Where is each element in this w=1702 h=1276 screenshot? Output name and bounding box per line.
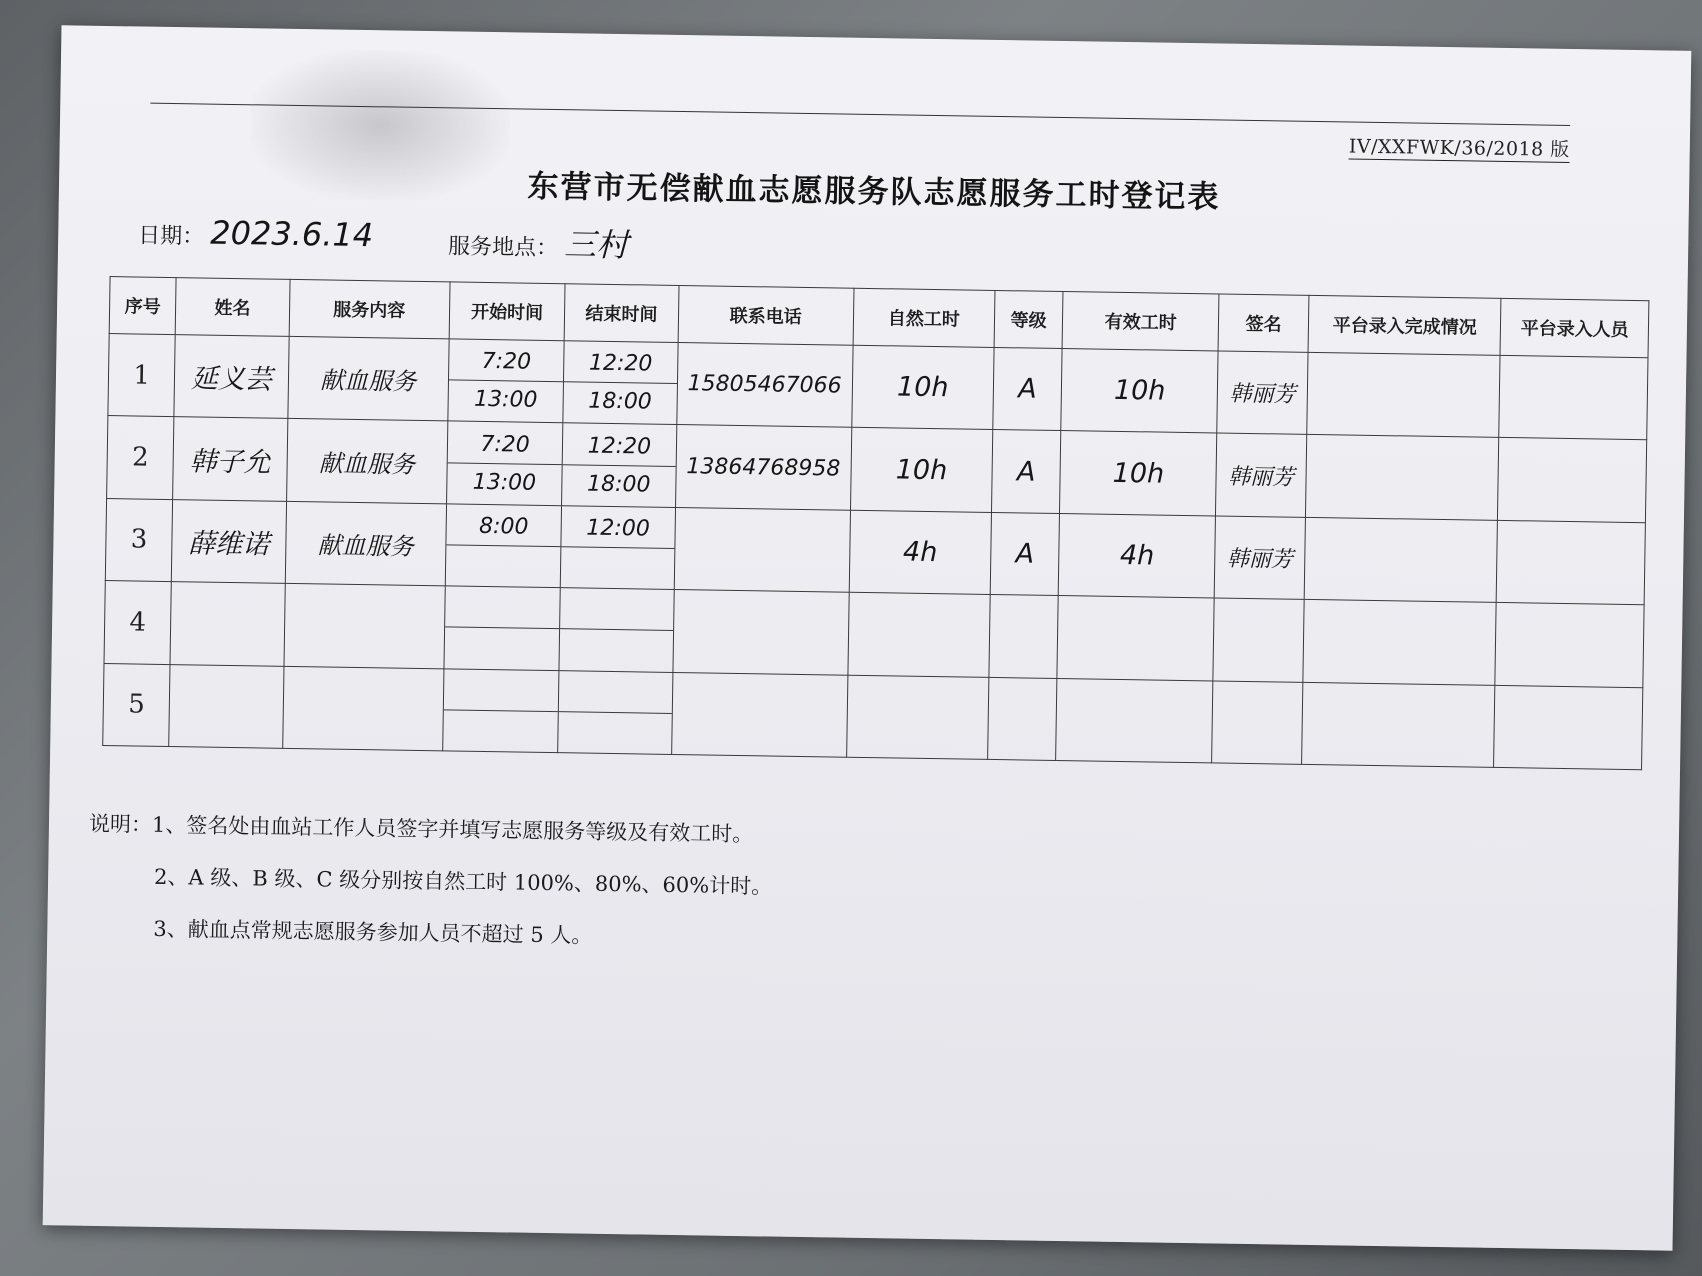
start-time-cell (444, 586, 561, 670)
end-time-cell (559, 588, 674, 672)
natural-hours: 10h (852, 345, 994, 430)
contact-phone: 15805467066 (676, 342, 853, 427)
column-header: 结束时间 (564, 284, 678, 343)
volunteer-name: 韩子允 (173, 417, 288, 501)
service-content: 献血服务 (286, 419, 448, 504)
column-header: 姓名 (175, 278, 289, 337)
row-number: 4 (104, 581, 172, 664)
effective-hours: 10h (1061, 349, 1218, 434)
column-header: 平台录入人员 (1500, 298, 1648, 357)
date-value: 2023.6.14 (210, 213, 374, 255)
platform-entry-staff (1499, 355, 1648, 440)
end-time (559, 674, 672, 713)
platform-entry-staff (1497, 520, 1646, 605)
start-time (444, 627, 559, 667)
column-header: 签名 (1218, 294, 1309, 352)
start-time: 7:20 (481, 349, 532, 375)
platform-entry-status (1307, 352, 1501, 437)
grade: A (991, 430, 1061, 513)
end-time-cell (561, 505, 676, 589)
service-content (284, 584, 446, 669)
contact-phone (671, 672, 848, 757)
contact-phone (674, 507, 851, 592)
column-header: 开始时间 (449, 282, 565, 341)
start-time-cell (443, 668, 560, 752)
end-time (558, 711, 671, 751)
platform-entry-staff (1495, 603, 1644, 688)
platform-entry-status (1306, 435, 1500, 520)
start-time-cell (445, 504, 562, 588)
column-header: 服务内容 (289, 279, 450, 339)
signature: 韩丽芳 (1217, 351, 1308, 435)
start-time (445, 590, 560, 629)
start-time-cell (446, 421, 563, 505)
form-code: IV/XXFWK/36/2018 版 (1349, 132, 1570, 163)
contact-phone: 13864768958 (675, 425, 852, 510)
effective-hours (1056, 678, 1213, 763)
service-content: 献血服务 (287, 336, 449, 421)
effective-hours: 4h (1058, 513, 1215, 598)
column-header: 联系电话 (678, 285, 854, 345)
volunteer-name (170, 582, 285, 666)
start-time (443, 709, 558, 749)
end-time: 18:00 (562, 464, 675, 504)
grade: A (990, 512, 1060, 595)
platform-entry-status (1304, 517, 1498, 602)
row-number: 5 (103, 663, 171, 746)
end-time: 12:20 (587, 433, 652, 460)
end-time-cell (562, 423, 677, 507)
row-number: 1 (108, 334, 176, 417)
note-line: 2、A 级、B 级、C 级分别按自然工时 100%、80%、60%计时。 (153, 864, 773, 899)
volunteer-name: 延义芸 (174, 335, 289, 419)
location-label: 服务地点： (447, 234, 559, 262)
date-label: 日期： (138, 223, 205, 250)
start-time: 7:20 (480, 431, 530, 458)
start-time: 13:00 (447, 462, 562, 502)
end-time-cell (558, 670, 673, 754)
hours-register-table (102, 276, 1649, 770)
end-time (560, 629, 673, 669)
grade (987, 677, 1057, 761)
location-field (448, 217, 629, 266)
location-value: 三村 (563, 225, 629, 265)
effective-hours: 10h (1060, 431, 1217, 516)
signature (1213, 598, 1304, 682)
column-header: 序号 (109, 277, 176, 335)
column-header: 有效工时 (1062, 292, 1219, 351)
signature: 韩丽芳 (1214, 516, 1305, 600)
start-time: 13:00 (448, 380, 563, 420)
end-time: 12:00 (586, 515, 650, 542)
end-time-cell (563, 341, 678, 425)
natural-hours: 4h (849, 510, 991, 595)
signature (1212, 681, 1303, 765)
natural-hours: 10h (850, 428, 992, 513)
platform-entry-staff (1494, 685, 1643, 770)
grade (989, 595, 1059, 678)
volunteer-name: 薛维诺 (172, 499, 287, 583)
instructions-notes (87, 798, 773, 965)
form-title: 东营市无偿献血志愿服务队志愿服务工时登记表 (527, 168, 1221, 216)
end-time: 18:00 (564, 381, 677, 421)
start-time (444, 672, 559, 711)
start-time-cell (448, 339, 565, 423)
service-content: 献血服务 (285, 501, 447, 586)
end-time (560, 592, 673, 631)
contact-phone (672, 590, 849, 675)
natural-hours (848, 592, 990, 677)
column-header: 等级 (994, 290, 1063, 348)
note-line: 说明：1、签名处由血站工作人员签字并填写志愿服务等级及有效工时。 (88, 811, 754, 847)
end-time: 12:20 (588, 350, 653, 377)
effective-hours (1057, 596, 1214, 681)
platform-entry-staff (1498, 438, 1647, 523)
row-number: 3 (105, 498, 173, 581)
signature: 韩丽芳 (1216, 433, 1307, 517)
column-header: 平台录入完成情况 (1308, 295, 1501, 355)
row-number: 2 (107, 416, 175, 499)
natural-hours (846, 675, 988, 760)
volunteer-name (169, 664, 284, 748)
column-header: 自然工时 (853, 288, 995, 347)
platform-entry-status (1302, 682, 1496, 767)
start-time: 8:00 (478, 513, 529, 540)
note-line: 3、献血点常规志愿服务参加人员不超过 5 人。 (153, 916, 593, 948)
service-content (282, 666, 444, 751)
grade: A (993, 347, 1063, 430)
registration-form-paper (43, 25, 1692, 1250)
platform-entry-status (1303, 600, 1497, 685)
end-time (561, 546, 674, 586)
date-field (138, 213, 373, 255)
start-time (446, 544, 561, 584)
